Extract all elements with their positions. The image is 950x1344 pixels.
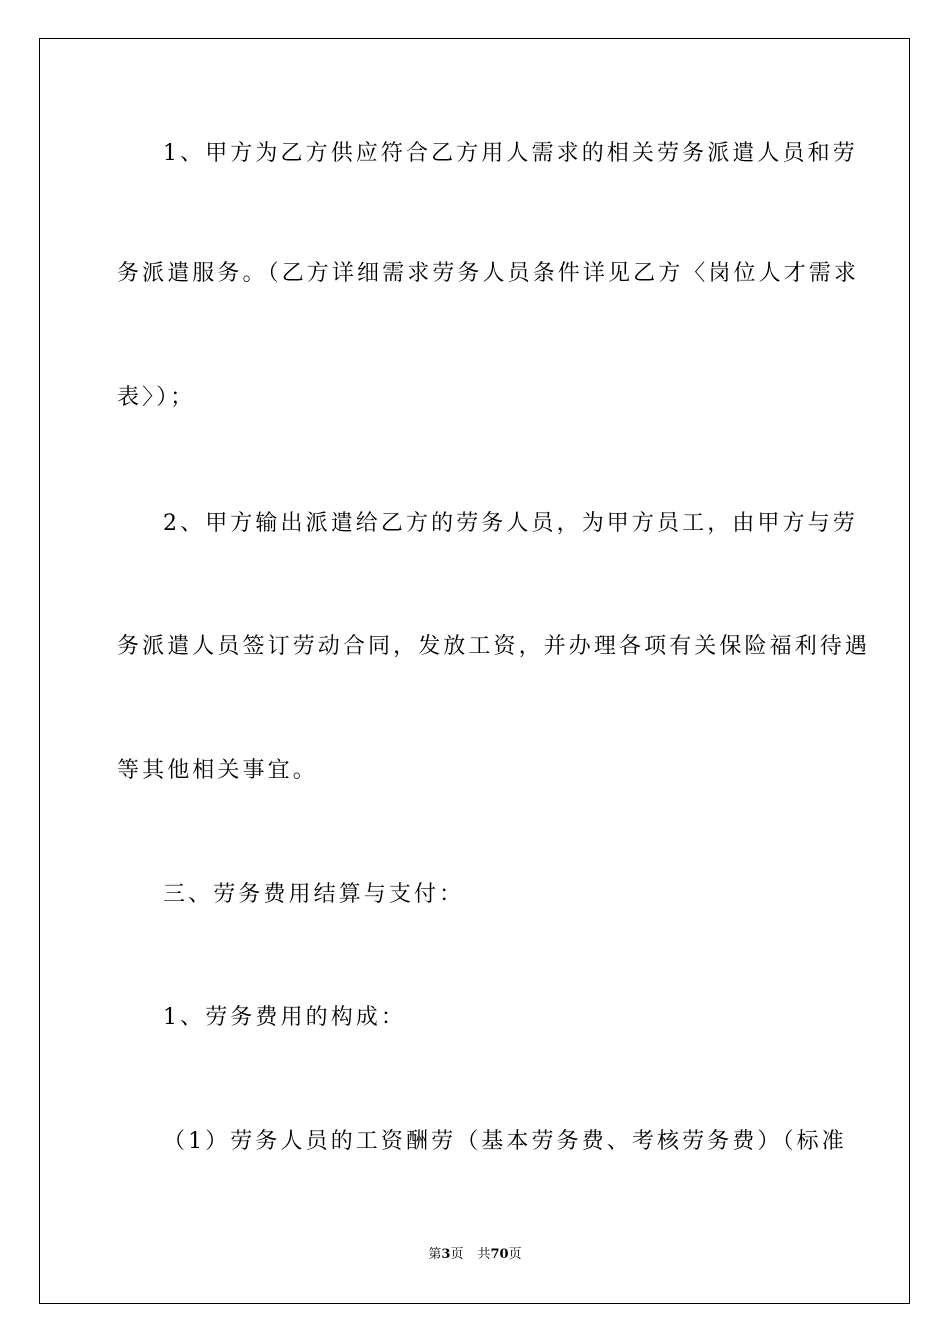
- page-footer: [0, 1246, 950, 1264]
- footer-page-number: 3: [441, 1247, 451, 1262]
- paragraph-line: （1）劳务人员的工资酬劳（基本劳务费、考核劳务费）（标准: [163, 1129, 847, 1154]
- paragraph-line: 2、甲方输出派遣给乙方的劳务人员，为甲方员工，由甲方与劳: [163, 511, 858, 536]
- paragraph-line: 等其他相关事宜。: [117, 758, 318, 783]
- subsection-heading: 1、劳务费用的构成：: [163, 1005, 406, 1030]
- footer-page-prefix: 第: [428, 1247, 442, 1262]
- section-heading: 三、劳务费用结算与支付：: [163, 882, 465, 907]
- footer-total-suffix: 页: [508, 1247, 522, 1262]
- footer-total-prefix: 共: [477, 1247, 491, 1262]
- paragraph-line: 务派遣服务。（乙方详细需求劳务人员条件详见乙方〈岗位人才需求: [117, 261, 860, 286]
- footer-page-suffix: 页: [450, 1247, 464, 1262]
- footer-total-pages: 70: [490, 1247, 509, 1262]
- paragraph-line: 务派遣人员签订劳动合同，发放工资，并办理各项有关保险福利待遇: [117, 634, 871, 659]
- paragraph-line: 表〉）；: [117, 385, 196, 410]
- paragraph-line: 1、甲方为乙方供应符合乙方用人需求的相关劳务派遣人员和劳: [163, 141, 858, 166]
- page-border: [39, 38, 910, 1304]
